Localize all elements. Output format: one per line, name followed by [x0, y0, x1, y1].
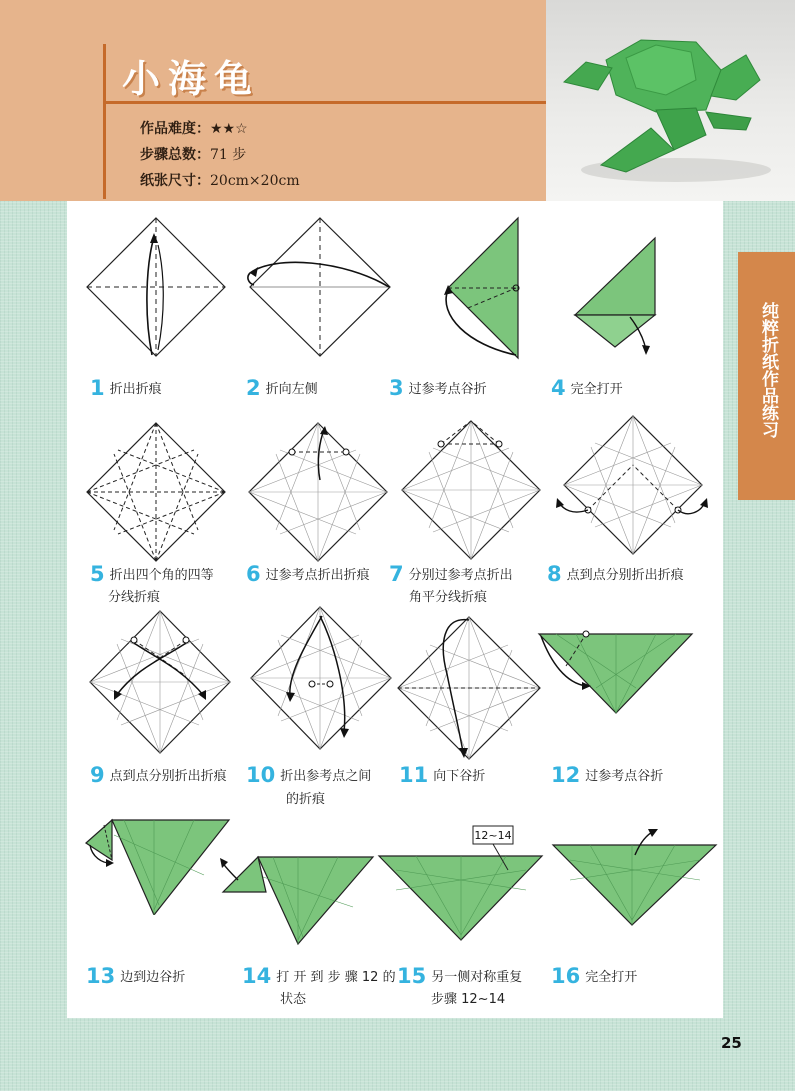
step-text: 折出参考点之间: [280, 769, 372, 784]
step-number: 15: [397, 964, 427, 988]
step-2-diagram: [244, 215, 394, 365]
difficulty-row: [140, 116, 300, 142]
step-number: 4: [551, 376, 566, 400]
step-10-caption-line2: 的折痕: [286, 792, 326, 807]
callout-label: 12~14: [474, 829, 512, 842]
turtle-model-illustration: [546, 0, 795, 201]
step-text: 过参考点谷折: [408, 382, 487, 397]
step-9-diagram: [86, 608, 236, 758]
step-number: 3: [389, 376, 404, 400]
step-text: 边到边谷折: [120, 970, 186, 985]
step-number: 6: [246, 562, 261, 586]
step-10-diagram: [248, 604, 396, 754]
step-5-caption-line2: 分线折痕: [108, 590, 161, 605]
step-15-caption: [397, 964, 522, 990]
step-12-caption: [551, 763, 663, 789]
step-16-caption: [551, 964, 637, 990]
step-text: 折向左侧: [265, 382, 318, 397]
step-3-caption: [389, 376, 487, 402]
step-text: 折出折痕: [109, 382, 162, 397]
step-15-caption-line2: 步骤 12~14: [431, 992, 506, 1007]
step-13-caption: [86, 964, 185, 990]
finished-model-photo: [546, 0, 795, 201]
steps-label: 步骤总数：: [140, 147, 210, 163]
title-vertical-rule: [103, 44, 106, 199]
step-8-diagram: [553, 410, 713, 565]
step-14-caption: [242, 964, 396, 990]
step-5-diagram: [84, 420, 229, 565]
step-15-diagram: [376, 820, 546, 945]
step-16-diagram: [550, 825, 720, 930]
step-number: 7: [389, 562, 404, 586]
step-number: 11: [399, 763, 429, 787]
step-5-caption: [90, 562, 214, 588]
step-9-caption: [90, 763, 227, 789]
step-number: 9: [90, 763, 105, 787]
step-14-caption-line2: 状态: [280, 992, 307, 1007]
step-number: 2: [246, 376, 261, 400]
step-text: 向下谷折: [433, 769, 486, 784]
step-text: 完全打开: [585, 970, 638, 985]
page-title: 小海龟: [122, 57, 261, 101]
page-number: 25: [721, 1034, 742, 1052]
difficulty-value: ★★☆: [210, 121, 248, 137]
step-text: 过参考点折出折痕: [265, 568, 370, 583]
step-7-caption-line2: 角平分线折痕: [409, 590, 488, 605]
step-number: 12: [551, 763, 581, 787]
step-10-caption: [246, 763, 371, 789]
step-3-diagram: [438, 215, 528, 365]
step-12-diagram: [536, 628, 696, 718]
section-side-tab: [738, 252, 795, 500]
step-11-caption: [399, 763, 485, 789]
step-13-diagram: [84, 815, 234, 915]
step-number: 10: [246, 763, 276, 787]
step-text: 另一侧对称重复: [431, 970, 523, 985]
step-8-caption: [547, 562, 684, 588]
info-block: [140, 116, 300, 194]
step-4-caption: [551, 376, 623, 402]
step-number: 13: [86, 964, 116, 988]
step-text: 分别过参考点折出: [408, 568, 513, 583]
step-number: 16: [551, 964, 581, 988]
step-4-diagram: [570, 235, 665, 360]
step-text: 点到点分别折出折痕: [566, 568, 684, 583]
step-1-diagram: [84, 215, 229, 365]
header-band: [0, 0, 546, 201]
steps-row: [140, 142, 300, 168]
paper-size-label: 纸张尺寸：: [140, 173, 210, 189]
step-number: 1: [90, 376, 105, 400]
step-text: 折出四个角的四等: [109, 568, 214, 583]
steps-value: 71 步: [210, 147, 247, 163]
step-7-diagram: [399, 418, 544, 563]
step-text: 过参考点谷折: [585, 769, 664, 784]
step-number: 14: [242, 964, 272, 988]
paper-size-value: 20cm×20cm: [210, 173, 300, 189]
step-2-caption: [246, 376, 318, 402]
step-text: 打 开 到 步 骤 12 的: [276, 970, 396, 985]
step-6-diagram: [246, 420, 391, 565]
step-number: 5: [90, 562, 105, 586]
step-6-caption: [246, 562, 370, 588]
step-number: 8: [547, 562, 562, 586]
step-7-caption: [389, 562, 513, 588]
step-14-diagram: [218, 852, 378, 952]
side-tab-label: 纯粹折纸作品练习: [758, 302, 778, 438]
step-text: 点到点分别折出折痕: [109, 769, 227, 784]
difficulty-label: 作品难度：: [140, 121, 210, 137]
step-11-diagram: [395, 614, 545, 764]
step-1-caption: [90, 376, 162, 402]
step-text: 完全打开: [570, 382, 623, 397]
paper-size-row: [140, 168, 300, 194]
